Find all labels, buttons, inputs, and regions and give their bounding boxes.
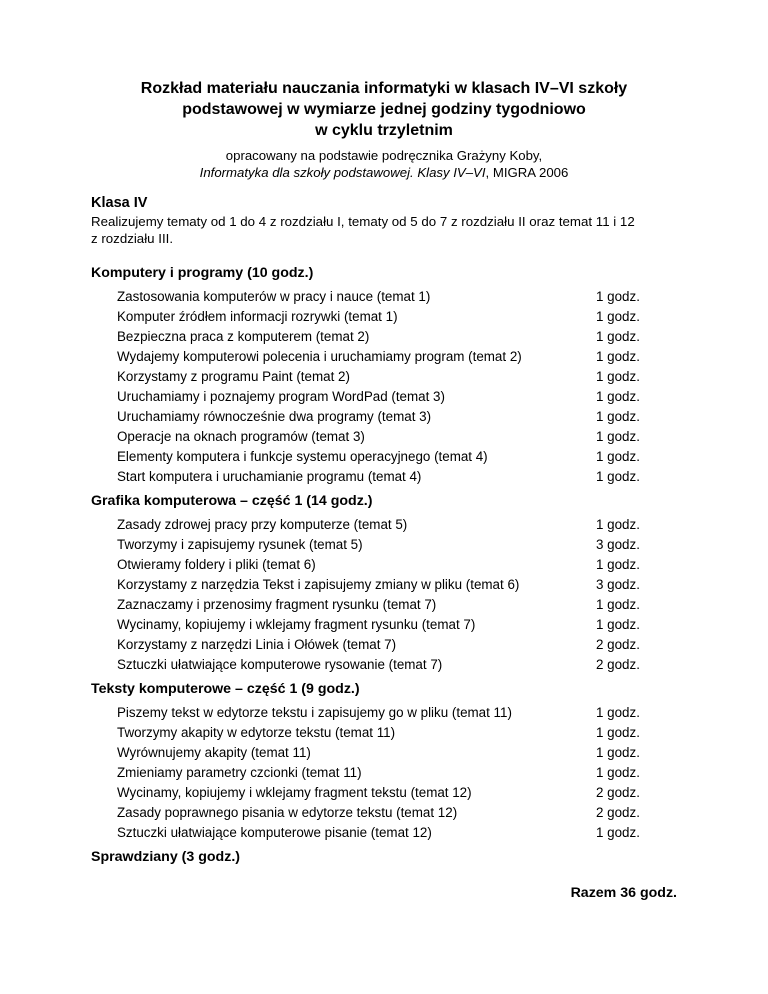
syllabus-section <box>91 263 677 487</box>
topic-hours: 2 godz. <box>596 805 640 820</box>
topic-hours: 1 godz. <box>596 329 640 344</box>
topic-label: Tworzymy akapity w edytorze tekstu (temat 11) <box>117 725 396 740</box>
topic-label: Korzystamy z narzędzi Linia i Ołówek (temat 7) <box>117 637 397 652</box>
intro-line-2: z rozdziału III. <box>91 231 174 246</box>
topic-label: Korzystamy z programu Paint (temat 2) <box>117 369 350 384</box>
topic-label: Zasady zdrowej pracy przy komputerze (temat 5) <box>117 517 408 532</box>
section-heading: Grafika komputerowa – część 1 (14 godz.) <box>91 493 373 509</box>
topic-label: Wycinamy, kopiujemy i wklejamy fragment tekstu (temat 12) <box>117 785 472 800</box>
topic-hours: 1 godz. <box>596 349 640 364</box>
topic-label: Piszemy tekst w edytorze tekstu i zapisujemy go w pliku (temat 11) <box>117 705 512 720</box>
subtitle-source <box>91 164 677 181</box>
topic-row <box>91 387 677 407</box>
topic-row <box>91 467 677 487</box>
topic-label: Uruchamiamy i poznajemy program WordPad (temat 3) <box>117 389 445 404</box>
intro-line-1: Realizujemy tematy od 1 do 4 z rozdziału I, tematy od 5 do 7 z rozdziału II oraz temat 11 i 12 <box>91 214 635 229</box>
topic-label: Start komputera i uruchamianie programu (temat 4) <box>117 469 422 484</box>
topic-hours: 1 godz. <box>596 369 640 384</box>
topic-hours: 1 godz. <box>596 557 640 572</box>
section-items <box>91 703 677 843</box>
topic-hours: 1 godz. <box>596 725 640 740</box>
source-publisher: , MIGRA 2006 <box>485 165 569 180</box>
topic-hours: 1 godz. <box>596 309 640 324</box>
syllabus-section <box>91 679 677 843</box>
class-heading: Klasa IV <box>91 195 148 211</box>
topic-row <box>91 555 677 575</box>
topic-hours: 1 godz. <box>596 705 640 720</box>
topic-label: Bezpieczna praca z komputerem (temat 2) <box>117 329 370 344</box>
document-title <box>91 78 677 141</box>
topic-row <box>91 803 677 823</box>
topic-label: Wydajemy komputerowi polecenia i uruchamiamy program (temat 2) <box>117 349 522 364</box>
topic-label: Tworzymy i zapisujemy rysunek (temat 5) <box>117 537 363 552</box>
section-heading: Teksty komputerowe – część 1 (9 godz.) <box>91 681 360 697</box>
topic-row <box>91 427 677 447</box>
section-heading: Komputery i programy (10 godz.) <box>91 265 314 281</box>
topic-hours: 1 godz. <box>596 517 640 532</box>
topic-hours: 1 godz. <box>596 597 640 612</box>
section-items <box>91 515 677 675</box>
topic-row <box>91 407 677 427</box>
topic-hours: 1 godz. <box>596 389 640 404</box>
topic-row <box>91 347 677 367</box>
topic-row <box>91 763 677 783</box>
document-title-line-2: podstawowej w wymiarze jednej godziny tygodniowo <box>182 101 586 118</box>
topic-row <box>91 703 677 723</box>
topic-label: Otwieramy foldery i pliki (temat 6) <box>117 557 316 572</box>
document-title-line-1: Rozkład materiału nauczania informatyki w klasach IV–VI szkoły <box>140 80 628 97</box>
topic-hours: 1 godz. <box>596 409 640 424</box>
topic-row <box>91 287 677 307</box>
topic-hours: 1 godz. <box>596 449 640 464</box>
topic-row <box>91 535 677 555</box>
source-book-title: Informatyka dla szkoły podstawowej. Klasy IV–VI <box>199 165 486 180</box>
topic-hours: 1 godz. <box>596 289 640 304</box>
topic-label: Wycinamy, kopiujemy i wklejamy fragment rysunku (temat 7) <box>117 617 476 632</box>
topic-hours: 1 godz. <box>596 745 640 760</box>
topic-row <box>91 783 677 803</box>
topic-row <box>91 447 677 467</box>
topic-label: Zastosowania komputerów w pracy i nauce (temat 1) <box>117 289 431 304</box>
topic-hours: 1 godz. <box>596 469 640 484</box>
topic-label: Zasady poprawnego pisania w edytorze tekstu (temat 12) <box>117 805 458 820</box>
section-items <box>91 287 677 487</box>
topic-row <box>91 595 677 615</box>
topic-hours: 1 godz. <box>596 429 640 444</box>
intro-paragraph <box>91 213 677 247</box>
topic-label: Zmieniamy parametry czcionki (temat 11) <box>117 765 362 780</box>
topic-label: Operacje na oknach programów (temat 3) <box>117 429 365 444</box>
topic-label: Zaznaczamy i przenosimy fragment rysunku (temat 7) <box>117 597 437 612</box>
topic-hours: 2 godz. <box>596 637 640 652</box>
topic-row <box>91 575 677 595</box>
document-subtitle <box>91 147 677 181</box>
topic-hours: 1 godz. <box>596 825 640 840</box>
topic-row <box>91 743 677 763</box>
sections-list <box>91 263 677 867</box>
topic-hours: 3 godz. <box>596 577 640 592</box>
total-hours: Razem 36 godz. <box>570 885 677 901</box>
topic-hours: 1 godz. <box>596 765 640 780</box>
topic-label: Sztuczki ułatwiające komputerowe rysowanie (temat 7) <box>117 657 443 672</box>
topic-row <box>91 367 677 387</box>
topic-row <box>91 307 677 327</box>
topic-hours: 1 godz. <box>596 617 640 632</box>
subtitle-byline: opracowany na podstawie podręcznika Grażyny Koby, <box>225 148 543 163</box>
topic-row <box>91 615 677 635</box>
topic-label: Komputer źródłem informacji rozrywki (temat 1) <box>117 309 398 324</box>
topic-label: Elementy komputera i funkcje systemu operacyjnego (temat 4) <box>117 449 488 464</box>
topic-row <box>91 515 677 535</box>
topic-hours: 2 godz. <box>596 657 640 672</box>
topic-label: Uruchamiamy równocześnie dwa programy (temat 3) <box>117 409 432 424</box>
topic-hours: 3 godz. <box>596 537 640 552</box>
syllabus-section <box>91 491 677 675</box>
document-title-line-3: w cyklu trzyletnim <box>315 122 453 139</box>
topic-row <box>91 655 677 675</box>
topic-row <box>91 823 677 843</box>
syllabus-section <box>91 847 677 867</box>
topic-label: Wyrównujemy akapity (temat 11) <box>117 745 311 760</box>
topic-hours: 2 godz. <box>596 785 640 800</box>
section-heading: Sprawdziany (3 godz.) <box>91 849 240 865</box>
topic-label: Korzystamy z narzędzia Tekst i zapisujemy zmiany w pliku (temat 6) <box>117 577 520 592</box>
topic-row <box>91 635 677 655</box>
topic-label: Sztuczki ułatwiające komputerowe pisanie (temat 12) <box>117 825 432 840</box>
topic-row <box>91 327 677 347</box>
topic-row <box>91 723 677 743</box>
